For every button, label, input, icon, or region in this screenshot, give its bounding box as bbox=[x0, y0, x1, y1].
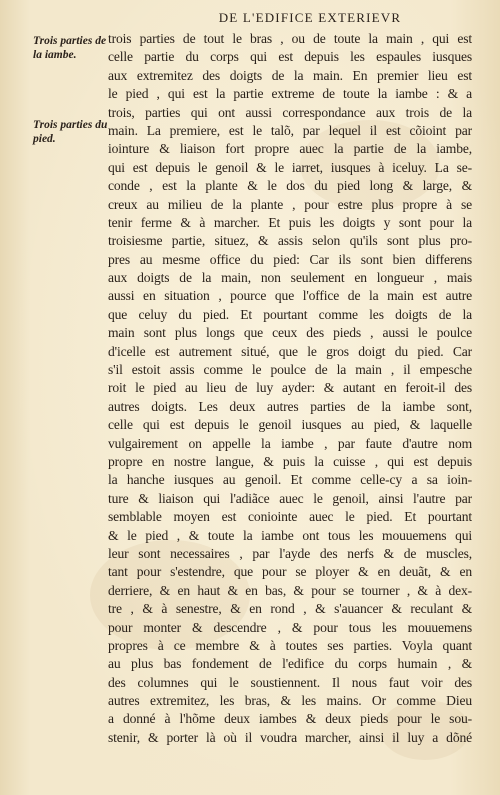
text-line: trois parties de tout le bras , ou de toute la main , qui est bbox=[108, 31, 472, 46]
text-line: a donné à l'hõme deux iambes & deux pieds pour le sou- bbox=[108, 711, 472, 727]
text-line: derriere, & en haut & en bas, & pour se tourner , & à dex- bbox=[108, 582, 472, 598]
text-line: roit le pied au lieu de luy ayder: & autant en feroit-il des bbox=[108, 380, 472, 396]
text-line: propres à ce membre & à toutes ses parties. Voyla quant bbox=[108, 637, 472, 653]
text-line: que celuy du pied. Et pourtant comme les doigts de la bbox=[108, 306, 472, 322]
text-line: stenir, & porter là où il voudra marcher, ainsi il luy a dõné bbox=[108, 729, 472, 745]
text-line: autres doigts. Les deux autres parties de la iambe sont, bbox=[108, 398, 472, 414]
text-line: des columnes qui le soustiennent. Il nous faut voir des bbox=[108, 674, 472, 690]
text-line: celle qui est depuis le genoil iusques au pied, & laquelle bbox=[108, 417, 472, 433]
text-line: aussi en situation , pource que l'office de la main est autre bbox=[108, 288, 472, 304]
body-text bbox=[108, 30, 472, 747]
text-line: aux extremitez des doigts de la main. En premier lieu est bbox=[108, 67, 472, 83]
text-line: leur sont necessaires , par l'ayde des nerfs & de muscles, bbox=[108, 545, 472, 561]
text-line: semblable moyen est coniointe auec le pied. Et pourtant bbox=[108, 509, 472, 525]
text-line: d'icelle est autrement situé, que le gros doigt du pied. Car bbox=[108, 343, 472, 359]
text-line: aux doigts de la main, non seulement en longueur , mais bbox=[108, 270, 472, 286]
text-line: au plus bas fondement de l'edifice du corps humain , & bbox=[108, 656, 472, 672]
text-line: & le pied , & toute la iambe ont tous les mouuemens qui bbox=[108, 527, 472, 543]
text-line: autres extremitez, les bras, & les mains. Or comme Dieu bbox=[108, 693, 472, 709]
text-line: troisiesme partie, situez, & assis selon qu'ils sont plus pro- bbox=[108, 233, 472, 249]
text-line: propre en nostre langue, & puis la cuisse , qui est depuis bbox=[108, 453, 472, 469]
text-line: tre , & à senestre, & en rond , & s'auancer & reculant & bbox=[108, 601, 472, 617]
text-line: tenir ferme & à marcher. Et puis les doigts y sont pour la bbox=[108, 214, 472, 230]
text-line: iointure & liaison fort propre auec la partie de la iambe, bbox=[108, 141, 472, 157]
text-line: main sont plus longs que ceux des pieds , aussi le poulce bbox=[108, 325, 472, 341]
text-line: tant pour s'estendre, que pour se ployer & en deuãt, & en bbox=[108, 564, 472, 580]
margin-note-legs: Trois parties de la iambe. bbox=[33, 35, 107, 61]
text-line: pres au mesme office du pied: Car ils sont bien differens bbox=[108, 251, 472, 267]
text-line: vulgairement on appelle la iambe , par faute d'autre nom bbox=[108, 435, 472, 451]
text-line: s'il estoit assis comme le poulce de la main , il empesche bbox=[108, 362, 472, 378]
text-line: trois, parties qui ont aussi correspondance aux trois de la bbox=[108, 104, 472, 120]
running-header: DE L'EDIFICE EXTERIEVR bbox=[218, 10, 402, 25]
text-line: qui est depuis le genoil & le iarret, iusques à iceluy. La se- bbox=[108, 159, 472, 175]
text-line: main. La premiere, est le talõ, par lequel il est cõioint par bbox=[108, 122, 472, 138]
text-line: creux au milieu de la plante , pour estre plus propre à se bbox=[108, 196, 472, 212]
text-line: la hanche iusques au genoil. Et comme celle-cy a sa ioin- bbox=[108, 472, 472, 488]
text-line: conde , est la plante & le dos du pied long & large, & bbox=[108, 178, 472, 194]
margin-note-foot: Trois parties du pied. bbox=[33, 119, 108, 145]
text-line: ture & liaison qui l'adiãce auec le genoil, ainsi l'autre par bbox=[108, 490, 472, 506]
text-line: pour monter & descendre , & pour tous les mouuemens bbox=[108, 619, 472, 635]
text-line: celle partie du corps qui est depuis les espaules iusques bbox=[108, 49, 472, 65]
text-line: le pied , qui est la partie extreme de toute la iambe : & a bbox=[108, 86, 472, 102]
